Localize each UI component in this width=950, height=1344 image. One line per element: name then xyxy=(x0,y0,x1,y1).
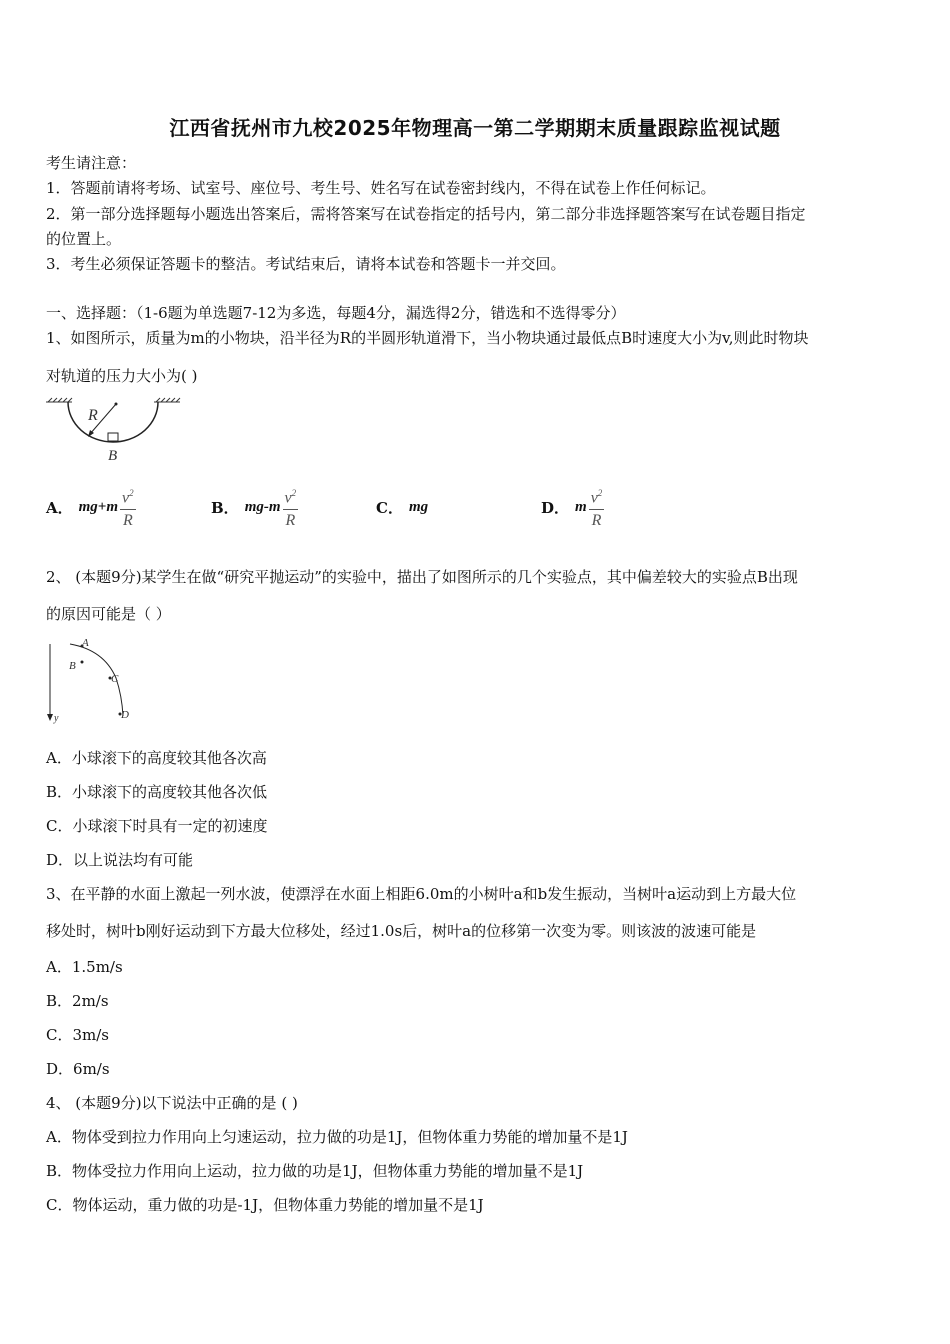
option-expression: mg xyxy=(408,498,429,515)
center-point xyxy=(115,403,118,406)
option-label: C． xyxy=(376,498,403,517)
point-b xyxy=(81,661,84,664)
notice-item: 的位置上。 xyxy=(46,230,122,248)
fraction-denominator: R xyxy=(285,512,296,530)
fraction-numerator: v xyxy=(122,489,130,507)
notice-item: 2．第一部分选择题每小题选出答案后，需将答案写在试卷指定的括号内，第二部分非选择题答案写在试卷题目指定 xyxy=(46,205,806,223)
option-expression: mg-m xyxy=(244,498,281,515)
notice-item: 3．考生必须保证答题卡的整洁。考试结束后，请将本试卷和答题卡一并交回。 xyxy=(46,255,566,273)
notice-item: 1．答题前请将考场、试室号、座位号、考生号、姓名写在试卷密封线内，不得在试卷上作任何标记。 xyxy=(46,179,716,197)
fraction-numerator: v xyxy=(590,489,598,507)
q4-option-b[interactable]: B．物体受拉力作用向上运动，拉力做的功是1J，但物体重力势能的增加量不是1J xyxy=(46,1162,584,1180)
q3-option-c[interactable]: C．3m/s xyxy=(46,1026,109,1044)
y-axis-label: y xyxy=(54,713,59,724)
fraction-denominator: R xyxy=(122,512,133,530)
q1-option-a[interactable] xyxy=(46,482,136,532)
option-expression: mg+m xyxy=(78,498,119,515)
hatch-left xyxy=(46,398,72,402)
fraction-v2-over-r: $\frac{v^2}{R}$ xyxy=(589,482,605,532)
q4-option-a[interactable]: A．物体受到拉力作用向上匀速运动，拉力做的功是1J，但物体重力势能的增加量不是1J xyxy=(46,1128,628,1146)
q2-option-a[interactable]: A．小球滚下的高度较其他各次高 xyxy=(46,749,267,767)
point-d-label: D xyxy=(121,709,129,721)
q2-option-d[interactable]: D．以上说法均有可能 xyxy=(46,851,194,869)
q2-option-c[interactable]: C．小球滚下时具有一定的初速度 xyxy=(46,817,268,835)
q3-option-d[interactable]: D．6m/s xyxy=(46,1060,110,1078)
fraction-v2-over-r: $\frac{v^2}{R}$ xyxy=(283,482,299,532)
point-a-label: A xyxy=(82,637,89,649)
hatch-right xyxy=(154,398,180,402)
point-b-label: B xyxy=(69,660,76,672)
fraction-numerator: v xyxy=(284,489,292,507)
q2-stem-line2: 的原因可能是（ ） xyxy=(46,605,171,623)
point-c-label: C xyxy=(111,673,119,685)
q1-option-c[interactable] xyxy=(376,482,428,532)
radius-label: R xyxy=(88,407,98,424)
q4-option-c[interactable]: C．物体运动，重力做的功是-1J，但物体重力势能的增加量不是1J xyxy=(46,1196,484,1214)
q3-option-b[interactable]: B．2m/s xyxy=(46,992,109,1010)
fraction-denominator: R xyxy=(591,512,602,530)
q1-stem-line1: 1、如图所示，质量为m的小物块，沿半径为R的半圆形轨道滑下，当小物块通过最低点B时速度大小为v,则此时物块 xyxy=(46,329,809,347)
q3-stem-line2: 移处时，树叶b刚好运动到下方最大位移处，经过1.0s后，树叶a的位移第一次变为零。则该波的波速可能是 xyxy=(46,922,757,940)
option-expression: m xyxy=(575,498,587,515)
fraction-v2-over-r: $\frac{v^2}{R}$ xyxy=(120,482,136,532)
q2-option-b[interactable]: B．小球滚下的高度较其他各次低 xyxy=(46,783,268,801)
q1-options xyxy=(46,482,906,532)
q2-stem-line1: 2、 (本题9分)某学生在做“研究平抛运动”的实验中，描出了如图所示的几个实验点，其中偏差较大的实验点B出现 xyxy=(46,568,798,586)
option-label: B． xyxy=(211,498,239,517)
small-block xyxy=(108,433,118,441)
y-axis-arrow xyxy=(47,714,53,721)
q3-stem-line1: 3、在平静的水面上激起一列水波，使漂浮在水面上相距6.0m的小树叶a和b发生振动，当树叶a运动到上方最大位 xyxy=(46,885,797,903)
point-b-label: B xyxy=(108,448,118,464)
q2-figure-projectile-points xyxy=(44,636,144,726)
q3-option-a[interactable]: A．1.5m/s xyxy=(46,958,123,976)
q1-figure-semicircle-track xyxy=(44,394,184,464)
q1-option-d[interactable] xyxy=(541,482,604,532)
page-title: 江西省抚州市九校2025年物理高一第二学期期末质量跟踪监视试题 xyxy=(169,116,781,140)
option-label: D． xyxy=(541,498,570,517)
q1-option-b[interactable] xyxy=(211,482,298,532)
notice-heading: 考生请注意： xyxy=(46,154,137,172)
q4-stem-line1: 4、 (本题9分)以下说法中正确的是 ( ) xyxy=(46,1094,298,1112)
section-heading: 一、选择题：（1-6题为单选题7-12为多选，每题4分，漏选得2分，错选和不选得零分） xyxy=(46,304,626,322)
option-label: A． xyxy=(46,498,73,517)
q1-stem-line2: 对轨道的压力大小为( ) xyxy=(46,367,198,385)
